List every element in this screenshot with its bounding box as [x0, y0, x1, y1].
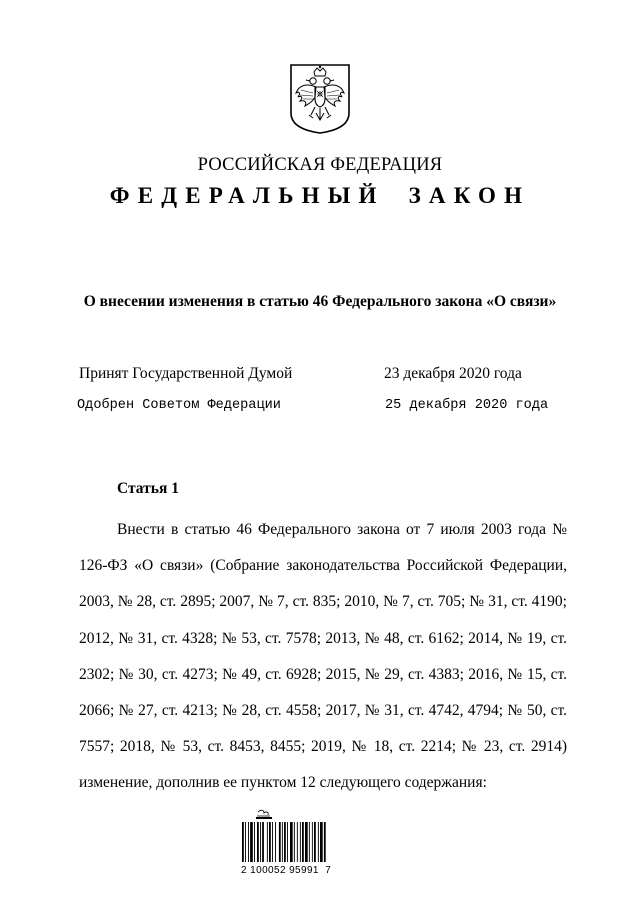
barcode-bar: [309, 822, 310, 862]
barcode-bar: [324, 822, 326, 862]
barcode-bar: [282, 822, 283, 862]
barcode-bar: [300, 822, 301, 862]
barcode-bar: [279, 822, 281, 862]
barcode-bar: [262, 822, 264, 862]
russian-coat-of-arms-icon: [289, 63, 351, 135]
duma-adoption-date: 23 декабря 2020 года: [384, 365, 522, 382]
barcode-bar: [302, 822, 304, 862]
barcode-bar: [250, 822, 253, 862]
barcode-bar: [290, 822, 293, 862]
barcode-bar: [294, 822, 295, 862]
barcode-bar: [272, 822, 273, 862]
barcode-bar: [275, 822, 276, 862]
barcode-bar: [305, 822, 308, 862]
article-body: Внести в статью 46 Федерального закона от 7 июля 2003 года № 126-ФЗ «О связи» (Собрание законодательства Российской Федерации, 2003, № 28, ст. 2895; 2007, № 7, ст. 835; 2010, № 7, ст. 705; № 31, ст. 4190; 2012, № 31, ст. 4328; № 53, ст. 7578; 2013, № 48, ст. 6162; 2014, № 19, ст. 2302; № 30, ст. 4273; № 49, ст. 6928; 2015, № 29, ст. 4383; 2016, № 15, ст. 2066; № 27, ст. 4213; № 28, ст. 4558; 2017, № 31, ст. 4742, 4794; № 50, ст. 7557; 2018, № 53, ст. 8453, 8455; 2019, № 18, ст. 2214; № 23, ст. 2914) изменение, дополнив ее пунктом 12 следующего содержания:: [79, 521, 567, 792]
barcode-bar: [312, 822, 313, 862]
law-type-heading: ФЕДЕРАЛЬНЫЙ ЗАКОН: [109, 183, 531, 208]
article-heading: Статья 1: [117, 480, 179, 497]
barcode-bar: [297, 822, 298, 862]
council-approval-date: 25 декабря 2020 года: [385, 398, 549, 413]
barcode-icon: [240, 808, 344, 866]
barcode-number: 2 100052 95991 7: [241, 865, 332, 876]
barcode-bar: [269, 822, 271, 862]
barcode-bar: [245, 822, 246, 862]
council-approval-label: Одобрен Советом Федерации: [77, 398, 281, 413]
barcode-bar: [287, 822, 288, 862]
barcode-bar: [320, 822, 323, 862]
barcode-bar: [257, 822, 259, 862]
barcode-bar: [242, 822, 244, 862]
barcode-bar: [260, 822, 261, 862]
barcode-bar: [267, 822, 268, 862]
duma-adoption-label: Принят Государственной Думой: [79, 365, 293, 382]
barcode-bar: [248, 822, 249, 862]
barcode-bar: [318, 822, 319, 862]
barcode-bar: [284, 822, 286, 862]
barcode-bar: [314, 822, 316, 862]
barcode-bar: [254, 822, 255, 862]
law-title: О внесении изменения в статью 46 Федерального закона «О связи»: [83, 293, 557, 310]
country-name: РОССИЙСКАЯ ФЕДЕРАЦИЯ: [197, 155, 443, 175]
